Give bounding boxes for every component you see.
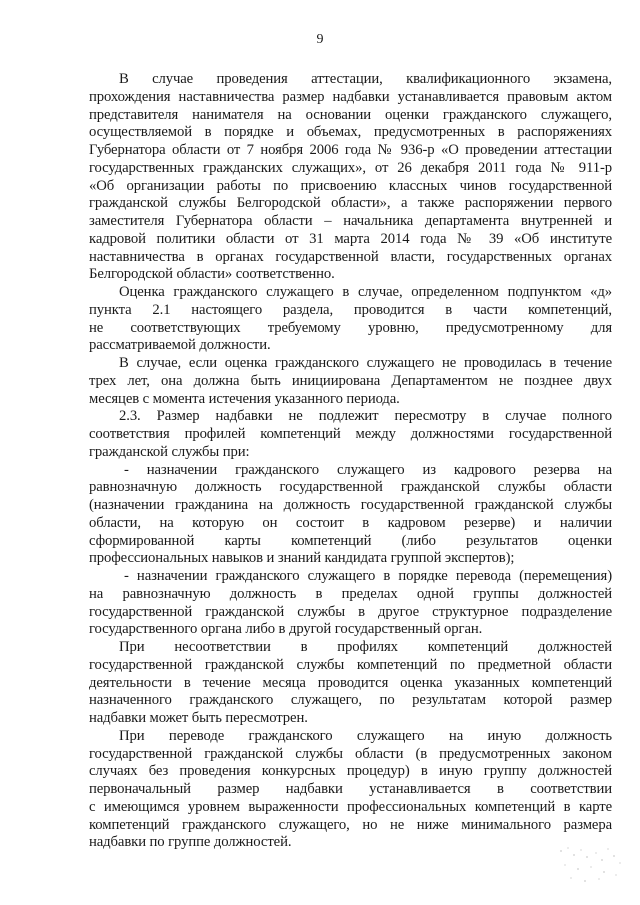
paragraph [89, 71, 612, 284]
text-line: соответствия профилей компетенций между должностями государственной [89, 426, 612, 442]
page-number: 9 [316, 32, 324, 47]
text-line: заместителя Губернатора области – начальника департамента внутренней и [89, 213, 612, 229]
text-line: рассматриваемой должности. [89, 337, 271, 354]
text-line: области, на которую он состоит в кадровом резерве) и наличии [89, 514, 612, 531]
document-body [89, 71, 612, 852]
list-item-paragraph [89, 568, 612, 639]
text-line: осуществляемой в порядке и объемах, предусмотренных в распоряжениях [89, 124, 612, 141]
text-line: наставничества в органах государственной власти, государственных органах [89, 248, 612, 265]
text-line: гражданской службы Белгородской области», а также распоряжении первого [89, 195, 612, 212]
text-line: равнозначную должность государственной гражданской службы области [89, 479, 612, 496]
paragraph [89, 639, 612, 728]
text-line: пункта 2.1 настоящего раздела, проводится в части компетенций, [89, 301, 612, 318]
paragraph [89, 355, 612, 408]
text-line: Губернатора области от 7 ноября 2006 года № 936-р «О проведении аттестации [89, 142, 612, 158]
text-line: - назначении гражданского служащего из кадрового резерва на [124, 461, 612, 478]
text-line: месяцев с момента истечения указанного периода. [89, 390, 400, 407]
text-line: гражданской службы при: [89, 443, 250, 460]
text-line: Оценка гражданского служащего в случае, определенном подпунктом «д» [119, 284, 612, 300]
text-line: кадровой политики области от 31 марта 2014 года № 39 «Об институте [89, 230, 612, 247]
text-line: с имеющимся уровнем выраженности профессиональных компетенций в карте [89, 798, 612, 815]
text-line: - назначении гражданского служащего в порядке перевода (перемещения) [124, 568, 612, 584]
text-line: надбавки может быть пересмотрен. [89, 710, 308, 726]
text-line: В случае, если оценка гражданского служащего не проводилась в течение [119, 355, 612, 371]
text-line: 2.3. Размер надбавки не подлежит пересмотру в случае полного [119, 408, 612, 425]
text-line: прохождения наставничества размер надбавки устанавливается правовым актом [89, 88, 612, 105]
paragraph [89, 284, 612, 355]
scan-noise [556, 845, 626, 885]
text-line: деятельности в течение месяца проводится оценка указанных компетенций [89, 674, 612, 691]
text-line: государственной гражданской службы в другое структурное подразделение [89, 603, 612, 620]
text-line: назначенного гражданского служащего, по результатам которой размер [89, 692, 612, 709]
text-line: (назначении гражданина на должность государственной гражданской службы [89, 497, 612, 513]
text-line: государственного органа либо в другой государственный орган. [89, 621, 483, 638]
text-line: В случае проведения аттестации, квалификационного экзамена, [119, 71, 612, 87]
text-line: на равнозначную должность в пределах одной группы должностей [89, 585, 612, 602]
paragraph [89, 728, 612, 852]
text-line: надбавки по группе должностей. [89, 834, 292, 851]
text-line: При несоответствии в профилях компетенций должностей [119, 639, 612, 655]
text-line: При переводе гражданского служащего на иную должность [119, 727, 612, 744]
text-line: Белгородской области» соответственно. [89, 266, 335, 283]
text-line: случаях без проведения конкурсных процедур) в иную группу должностей [89, 763, 612, 780]
text-line: первоначальный размер надбавки устанавливается в соответствии [89, 781, 612, 797]
text-line: профессиональных навыков и знаний кандидата группой экспертов); [89, 550, 515, 567]
text-line: трех лет, она должна быть инициирована Департаментом не позднее двух [89, 372, 612, 389]
text-line: государственной гражданской службы компетенций по предметной области [89, 656, 612, 673]
text-line: государственных гражданских служащих», от 26 декабря 2011 года № 911-р [89, 159, 612, 176]
text-line: не соответствующих требуемому уровню, предусмотренному для [89, 319, 612, 336]
text-line: компетенций гражданского служащего, но не ниже минимального размера [89, 816, 612, 833]
text-line: «Об организации работы по присвоению классных чинов государственной [89, 177, 612, 194]
paragraph [89, 408, 612, 461]
list-item-paragraph [89, 462, 612, 569]
text-line: представителя нанимателя на основании оценки гражданского служащего, [89, 106, 612, 123]
text-line: государственной гражданской службы области (в предусмотренных законом [89, 745, 612, 762]
text-line: сформированной карты компетенций (либо результатов оценки [89, 532, 612, 549]
